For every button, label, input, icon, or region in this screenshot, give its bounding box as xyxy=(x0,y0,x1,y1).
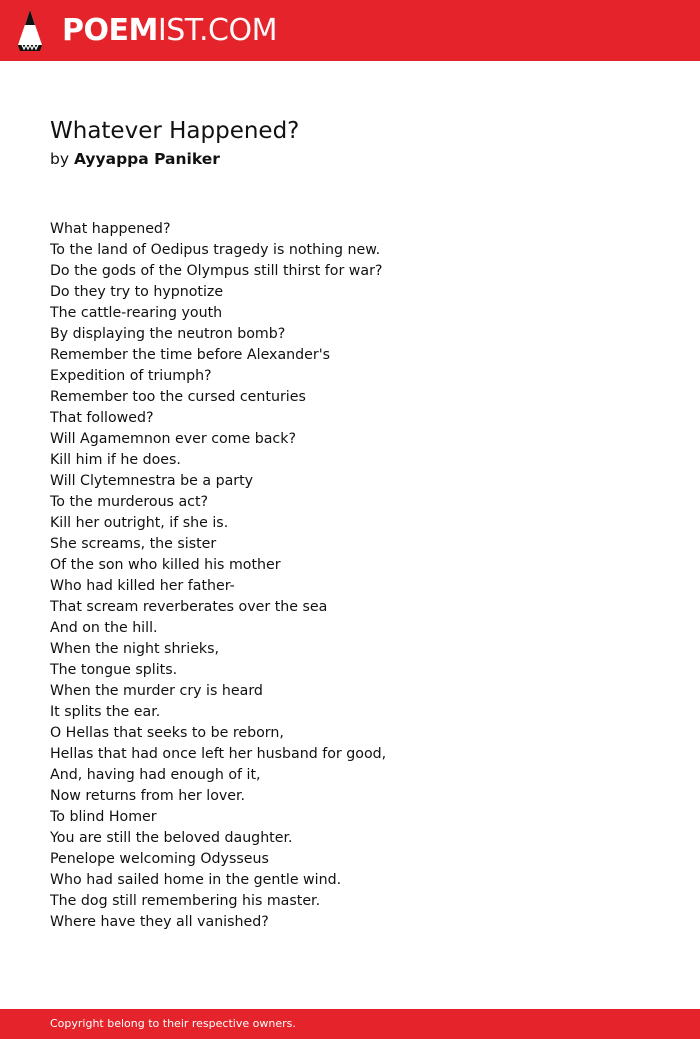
poem-line: Who had killed her father- xyxy=(50,578,235,594)
poem-line: Penelope welcoming Odysseus xyxy=(50,851,269,867)
poem-line: And on the hill. xyxy=(50,620,158,636)
poem-line: It splits the ear. xyxy=(50,704,161,720)
poem-line: She screams, the sister xyxy=(50,536,217,552)
poem-line: The dog still remembering his master. xyxy=(50,893,321,909)
logo-bold-text: POEM xyxy=(62,13,158,48)
poem-line: By displaying the neutron bomb? xyxy=(50,326,286,342)
poem-line: Kill him if he does. xyxy=(50,452,181,468)
poem-line: Hellas that had once left her husband for good, xyxy=(50,746,387,762)
poem-line: Kill her outright, if she is. xyxy=(50,515,229,531)
poem-line: Who had sailed home in the gentle wind. xyxy=(50,872,342,888)
poem-line: Now returns from her lover. xyxy=(50,788,246,804)
poem-line: When the night shrieks, xyxy=(50,641,220,657)
poem-author: Ayyappa Paniker xyxy=(73,150,220,168)
poem-line: To blind Homer xyxy=(50,809,157,825)
poem-line: That followed? xyxy=(50,410,154,426)
poem-line: The cattle-rearing youth xyxy=(50,305,223,321)
poem-line: Remember too the cursed centuries xyxy=(50,389,306,405)
poem-body xyxy=(50,219,650,933)
poem-line: Where have they all vanished? xyxy=(50,914,269,930)
poem-line: Expedition of triumph? xyxy=(50,368,212,384)
poem-line: Do the gods of the Olympus still thirst for war? xyxy=(50,263,383,279)
poem-line: You are still the beloved daughter. xyxy=(50,830,293,846)
logo-light-text: IST.COM xyxy=(157,13,277,48)
poem-line: What happened? xyxy=(50,221,171,237)
poem-title: Whatever Happened? xyxy=(50,118,300,144)
poem-line: To the land of Oedipus tragedy is nothing new. xyxy=(50,242,381,258)
poem-line: When the murder cry is heard xyxy=(50,683,263,699)
poem-line: The tongue splits. xyxy=(50,662,178,678)
pencil-tip-icon xyxy=(16,9,44,53)
poem-line: Will Agamemnon ever come back? xyxy=(50,431,296,447)
site-logo[interactable] xyxy=(62,11,277,51)
byline-prefix: by xyxy=(50,150,70,168)
poem-line: To the murderous act? xyxy=(50,494,209,510)
poem-line: And, having had enough of it, xyxy=(50,767,261,783)
poem-line: That scream reverberates over the sea xyxy=(50,599,328,615)
site-header xyxy=(0,0,700,61)
poem-line: Remember the time before Alexander's xyxy=(50,347,330,363)
site-footer xyxy=(0,1009,700,1039)
poem-line: Do they try to hypnotize xyxy=(50,284,224,300)
poem-line: O Hellas that seeks to be reborn, xyxy=(50,725,284,741)
poem-line: Of the son who killed his mother xyxy=(50,557,281,573)
copyright-notice: Copyright belong to their respective owners. xyxy=(50,1017,296,1030)
poem-byline xyxy=(50,149,220,169)
poem-line: Will Clytemnestra be a party xyxy=(50,473,254,489)
